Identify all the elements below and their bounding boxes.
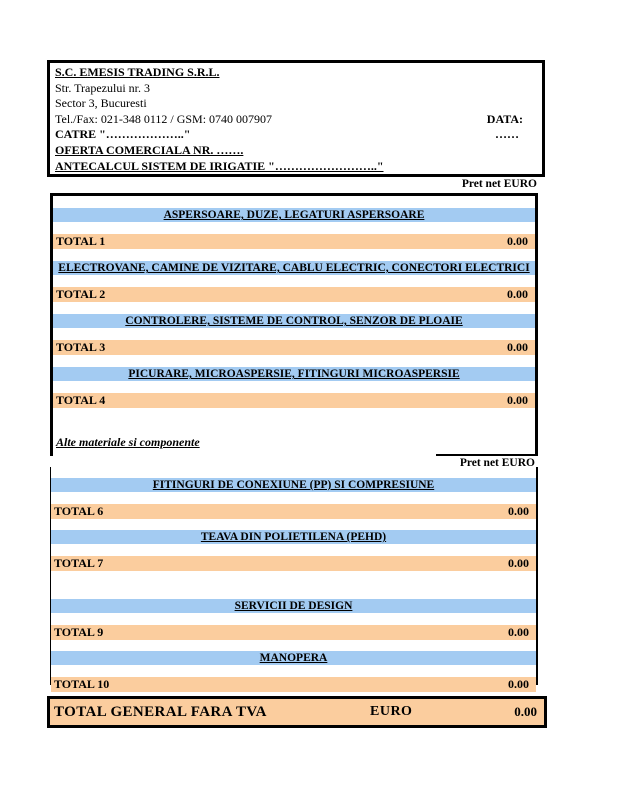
total-value: 0.00 [508, 677, 529, 691]
section-title: CONTROLERE, SISTEME DE CONTROL, SENZOR DE PLOAIE [125, 315, 463, 327]
company-header-box [47, 60, 545, 177]
section-title: PICURARE, MICROASPERSIE, FITINGURI MICROASPERSIE [128, 368, 460, 380]
sections-block-1 [50, 193, 538, 456]
section-total-row [51, 677, 536, 692]
section-title-bar [51, 478, 536, 492]
total-value: 0.00 [507, 287, 528, 301]
section-title: ELECTROVANE, CAMINE DE VIZITARE, CABLU ELECTRIC, CONECTORI ELECTRICI [58, 262, 530, 274]
recipient-line: CATRE "……………….." [55, 127, 191, 142]
total-value: 0.00 [507, 234, 528, 248]
price-column-header-1: Pret net EURO [461, 178, 537, 190]
total-label: TOTAL 1 [56, 234, 106, 248]
grand-total-label: TOTAL GENERAL FARA TVA [54, 703, 267, 720]
section-list-1 [53, 208, 535, 408]
total-value: 0.00 [507, 393, 528, 407]
section-title: TEAVA DIN POLIETILENA (PEHD) [200, 531, 387, 543]
section-total-row [51, 504, 536, 519]
total-value: 0.00 [508, 504, 529, 518]
price-column-header-2: Pret net EURO [436, 454, 537, 470]
section-list-2 [51, 478, 536, 692]
date-label: DATA: [486, 111, 523, 126]
other-materials-subheading: Alte materiale si componente [56, 435, 200, 449]
total-label: TOTAL 6 [54, 504, 104, 518]
section-title: ASPERSOARE, DUZE, LEGATURI ASPERSOARE [163, 209, 425, 221]
section-title: SERVICII DE DESIGN [234, 600, 353, 612]
section-total-row [51, 625, 536, 640]
section-total-row [51, 556, 536, 571]
total-label: TOTAL 7 [54, 556, 104, 570]
total-label: TOTAL 2 [56, 287, 106, 301]
company-address-line2: Sector 3, Bucuresti [55, 96, 147, 111]
total-value: 0.00 [508, 556, 529, 570]
total-label: TOTAL 9 [54, 625, 104, 639]
total-label: TOTAL 4 [56, 393, 106, 407]
total-label: TOTAL 3 [56, 340, 106, 354]
section-title-bar [53, 261, 535, 275]
grand-total-currency: EURO [370, 704, 413, 719]
company-name: S.C. EMESIS TRADING S.R.L. [55, 65, 220, 79]
section-title-bar [51, 599, 536, 613]
date-value: …… [495, 127, 519, 142]
offer-subject: ANTECALCUL SISTEM DE IRIGATIE "…………………….." [55, 158, 384, 173]
section-title: MANOPERA [259, 652, 328, 664]
sections-block-2 [50, 467, 538, 691]
section-title-bar [53, 208, 535, 222]
section-total-row [53, 393, 535, 408]
offer-title: OFERTA COMERCIALA NR. ……. [55, 142, 244, 157]
total-value: 0.00 [508, 625, 529, 639]
section-title-bar [53, 314, 535, 328]
total-value: 0.00 [507, 340, 528, 354]
total-label: TOTAL 10 [54, 677, 110, 691]
grand-total-row [47, 696, 547, 728]
section-total-row [53, 340, 535, 355]
section-total-row [53, 234, 535, 249]
section-title-bar [51, 530, 536, 544]
section-title-bar [51, 651, 536, 665]
grand-total-value: 0.00 [514, 704, 537, 719]
company-contact: Tel./Fax: 021-348 0112 / GSM: 0740 007907 [55, 111, 273, 126]
section-title: FITINGURI DE CONEXIUNE (PP) SI COMPRESIUNE [152, 479, 435, 491]
section-title-bar [53, 367, 535, 381]
section-total-row [53, 287, 535, 302]
company-address-line1: Str. Trapezului nr. 3 [55, 80, 151, 95]
